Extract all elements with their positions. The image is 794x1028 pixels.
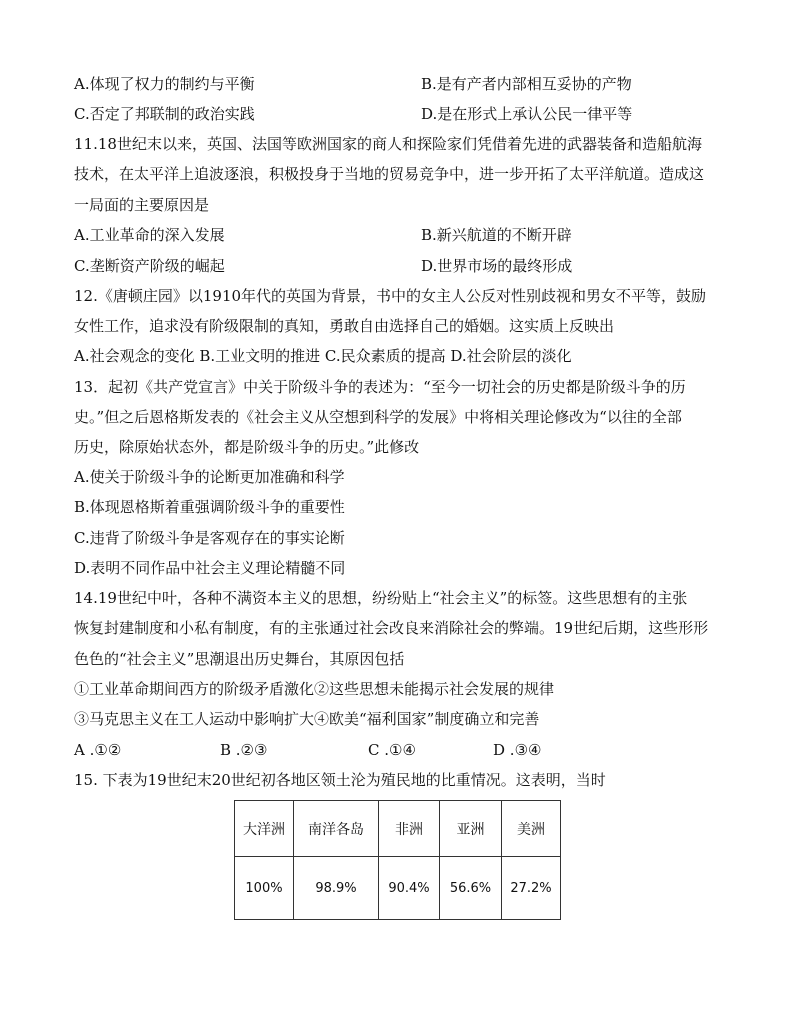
q12-stem-line-2: 女性工作，追求没有阶级限制的真知，勇敢自由选择自己的婚姻。这实质上反映出: [74, 317, 615, 335]
table-cell: 98.9%: [294, 857, 379, 920]
q10-option-b: B.是有产者内部相互妥协的产物: [421, 75, 632, 93]
q11-option-b: B.新兴航道的不断开辟: [421, 226, 572, 244]
table-header-cell: 非洲: [379, 801, 440, 857]
q13-stem-line-3: 历史，除原始状态外，都是阶级斗争的历史。”此修改: [74, 438, 420, 456]
q11-option-a: A.工业革命的深入发展: [74, 226, 225, 244]
q14-option-c: C .①④: [368, 741, 416, 759]
table-header-row: [235, 801, 561, 857]
q14-stem-line-3: 色色的“社会主义”思潮退出历史舞台，其原因包括: [74, 650, 405, 668]
q14-item-line-1: ①工业革命期间西方的阶级矛盾激化②这些思想未能揭示社会发展的规律: [74, 680, 555, 698]
q10-option-c: C.否定了邦联制的政治实践: [74, 105, 255, 123]
table-header-cell: 美洲: [502, 801, 561, 857]
q13-option-c: C.违背了阶级斗争是客观存在的事实论断: [74, 529, 345, 547]
q14-option-a: A .①②: [74, 741, 122, 759]
q11-stem-line-1: 11.18世纪末以来，英国、法国等欧洲国家的商人和探险家们凭借着先进的武器装备和造船航海: [74, 135, 702, 153]
table-header-cell: 南洋各岛: [294, 801, 379, 857]
q14-option-b: B .②③: [220, 741, 268, 759]
q11-stem-line-3: 一局面的主要原因是: [74, 196, 210, 214]
q13-option-b: B.体现恩格斯着重强调阶级斗争的重要性: [74, 498, 345, 516]
q14-stem-line-2: 恢复封建制度和小私有制度，有的主张通过社会改良来消除社会的弊端。19世纪后期，这些形形: [74, 619, 709, 637]
q11-option-c: C.垄断资产阶级的崛起: [74, 257, 225, 275]
q14-stem-line-1: 14.19世纪中叶，各种不满资本主义的思想，纷纷贴上“社会主义”的标签。这些思想有的主张: [74, 589, 688, 607]
table-cell: 56.6%: [440, 857, 502, 920]
q15-stem: 15. 下表为19世纪末20世纪初各地区领土沦为殖民地的比重情况。这表明，当时: [74, 771, 606, 789]
table-cell: 27.2%: [502, 857, 561, 920]
q13-option-a: A.使关于阶级斗争的论断更加准确和科学: [74, 468, 345, 486]
q13-option-d: D.表明不同作品中社会主义理论精髓不同: [74, 559, 346, 577]
q14-option-d: D .③④: [493, 741, 542, 759]
q14-item-line-2: ③马克思主义在工人运动中影响扩大④欧美“福利国家”制度确立和完善: [74, 710, 540, 728]
q13-stem-line-1: 13．起初《共产党宣言》中关于阶级斗争的表述为：“至今一切社会的历史都是阶级斗争的历: [74, 378, 686, 396]
table-header-cell: 亚洲: [440, 801, 502, 857]
q12-stem-line-1: 12.《唐顿庄园》以1910年代的英国为背景，书中的女主人公反对性别歧视和男女不平等，鼓励: [74, 287, 707, 305]
q10-option-a: A.体现了权力的制约与平衡: [74, 75, 255, 93]
q11-stem-line-2: 技术，在太平洋上追波逐浪，积极投身于当地的贸易竞争中，进一步开拓了太平洋航道。造成这: [74, 165, 705, 183]
colony-ratio-table: [234, 800, 561, 920]
q13-stem-line-2: 史。”但之后恩格斯发表的《社会主义从空想到科学的发展》中将相关理论修改为“以往的全部: [74, 408, 682, 426]
table-cell: 90.4%: [379, 857, 440, 920]
table-cell: 100%: [235, 857, 294, 920]
q11-option-d: D.世界市场的最终形成: [421, 257, 573, 275]
q12-options: A.社会观念的变化 B.工业文明的推进 C.民众素质的提高 D.社会阶层的淡化: [74, 347, 572, 365]
table-header-cell: 大洋洲: [235, 801, 294, 857]
table-row: [235, 857, 561, 920]
q10-option-d: D.是在形式上承认公民一律平等: [421, 105, 633, 123]
